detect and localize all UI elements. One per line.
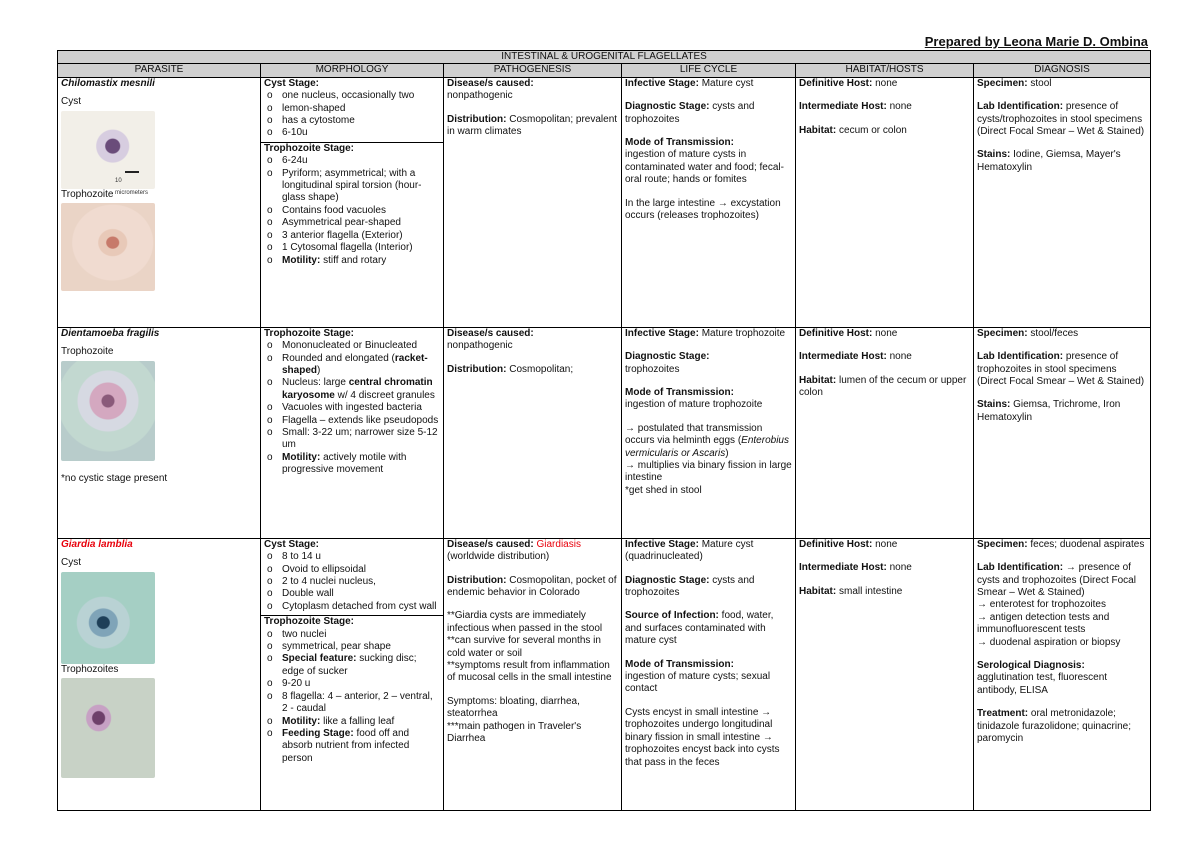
table-row [58, 538, 1151, 810]
distribution-text: Cosmopolitan; [506, 363, 574, 375]
life-cycle-cell [622, 538, 796, 810]
parasite-cell [58, 327, 261, 538]
intermediate-host-text: none [886, 562, 912, 574]
habitat-cell [796, 327, 974, 538]
cyst-label: Cyst [61, 557, 81, 569]
specimen-label: Specimen: [977, 77, 1028, 89]
specimen-text: stool/feces [1027, 327, 1079, 339]
list-item: o Pyriform; asymmetrical; with a longitudinal spiral torsion (hour-glass shape) [264, 168, 440, 205]
distribution-text: Cosmopolitan, pocket of endemic behavior in Colorado [447, 574, 617, 599]
diagnostic-stage-label: Diagnostic Stage: [625, 101, 710, 113]
habitat-cell [796, 538, 974, 810]
trophozoite-micrograph [61, 678, 155, 778]
cyst-morphology-list [264, 551, 440, 613]
lab-identification-label: Lab Identification: [977, 562, 1064, 574]
treatment-label: Treatment: [977, 708, 1029, 720]
habitat-label: Habitat: [799, 374, 837, 386]
trophozoite-label: Trophozoites [61, 663, 119, 675]
list-item: o one nucleus, occasionally two [264, 90, 440, 102]
specimen-label: Specimen: [977, 327, 1028, 339]
stains-text: Iodine, Giemsa, Mayer's Hematoxylin [977, 149, 1121, 173]
header-morphology: MORPHOLOGY [261, 64, 444, 77]
list-item: o 1 Cytosomal flagella (Interior) [264, 242, 440, 254]
list-item: o Ovoid to ellipsoidal [264, 564, 440, 576]
intermediate-host-label: Intermediate Host: [799, 101, 887, 113]
life-cycle-note: *get shed in stool [625, 484, 702, 496]
flagellates-table [57, 50, 1151, 811]
cyst-label: Cyst [61, 96, 81, 108]
diagnostic-stage-label: Diagnostic Stage: [625, 351, 710, 363]
disease-text: (worldwide distribution) [447, 551, 550, 563]
motility-label: Motility: [282, 254, 321, 266]
life-cycle-note: In the large intestine → excystation occurs (releases trophozoites) [625, 197, 781, 222]
lab-identification-text: → presence of cysts and trophozoites (Direct Focal Smear – Wet & Stained) [977, 562, 1136, 599]
specimen-text: stool [1027, 77, 1052, 89]
distribution-label: Distribution: [447, 113, 507, 125]
stains-text: Giemsa, Trichrome, Iron Hematoxylin [977, 399, 1121, 423]
table-row [58, 327, 1151, 538]
list-item [264, 452, 440, 477]
intermediate-host-label: Intermediate Host: [799, 351, 887, 363]
diagnostic-stage-text: cysts and trophozoites [625, 101, 755, 125]
motility-label: Motility: [282, 451, 321, 463]
habitat-label: Habitat: [799, 124, 837, 136]
no-cyst-note: *no cystic stage present [61, 472, 168, 484]
diagnostic-stage-text: trophozoites [625, 363, 680, 375]
diagnosis-cell [974, 77, 1151, 327]
disease-text: nonpathogenic [447, 90, 513, 102]
motility-text: actively motile with progressive movement [282, 451, 407, 476]
distribution-text: Cosmopolitan; prevalent in warm climates [447, 113, 618, 138]
trophozoite-morphology-list [264, 155, 440, 267]
list-item: o 8 flagella: 4 – anterior, 2 – ventral, 2 - caudal [264, 691, 440, 716]
list-item: o 6-10u [264, 127, 440, 139]
trophozoite-section [261, 142, 443, 267]
list-item: o Special feature: sucking disc; edge of sucker [264, 653, 440, 678]
lab-identification-label: Lab Identification: [977, 101, 1064, 113]
morphology-cell [261, 327, 444, 538]
transmission-label: Mode of Transmission: [625, 137, 734, 149]
source-of-infection-label: Source of Infection: [625, 610, 719, 622]
life-cycle-note: → postulated that transmission occurs via helminth eggs (Enterobius vermicularis or Ascaris) [625, 422, 789, 459]
habitat-label: Habitat: [799, 585, 837, 597]
list-item: o Cytoplasm detached from cyst wall [264, 601, 440, 613]
pathogenesis-note: ***main pathogen in Traveler's Diarrhea [447, 720, 582, 745]
trophozoite-stage-title: Trophozoite Stage: [264, 616, 354, 628]
trophozoite-micrograph [61, 361, 155, 461]
infective-stage-text: Mature cyst (quadrinucleated) [625, 538, 754, 563]
list-item [264, 255, 440, 267]
source-of-infection-text: food, water, and surfaces contaminated with mature cyst [625, 610, 774, 647]
header-pathogenesis: PATHOGENESIS [444, 64, 622, 77]
serological-label: Serological Diagnosis: [977, 660, 1085, 672]
lab-identification-text: presence of cysts/trophozoites in stool specimens (Direct Focal Smear – Wet & Stained) [977, 101, 1145, 138]
parasite-name: Giardia lamblia [61, 538, 133, 550]
specimen-label: Specimen: [977, 538, 1028, 550]
transmission-text: ingestion of mature cysts; sexual contact [625, 671, 771, 695]
infective-stage-label: Infective Stage: [625, 77, 699, 89]
diagnosis-cell [974, 538, 1151, 810]
list-item: o symmetrical, pear shape [264, 641, 440, 653]
cyst-micrograph [61, 572, 155, 664]
list-item: o Asymmetrical pear-shaped [264, 217, 440, 229]
list-item: o Rounded and elongated (racket-shaped) [264, 353, 440, 378]
parasite-cell [58, 538, 261, 810]
definitive-host-label: Definitive Host: [799, 538, 873, 550]
serological-text: agglutination test, fluorescent antibody, ELISA [977, 672, 1108, 696]
trophozoite-stage-title: Trophozoite Stage: [264, 327, 354, 339]
definitive-host-label: Definitive Host: [799, 77, 873, 89]
infective-stage-text: Mature trophozoite [698, 327, 786, 339]
intermediate-host-text: none [886, 351, 912, 363]
pathogenesis-note: **can survive for several months in cold water or soil [447, 635, 601, 659]
definitive-host-label: Definitive Host: [799, 327, 873, 339]
pathogenesis-note: **Giardia cysts are immediately infectious when passed in the stool [447, 610, 603, 634]
lab-identification-text: → duodenal aspiration or biopsy [977, 636, 1121, 648]
disease-label: Disease/s caused: [447, 327, 534, 339]
header-diagnosis: DIAGNOSIS [974, 64, 1151, 77]
cyst-morphology-list [264, 90, 440, 140]
parasite-cell [58, 77, 261, 327]
pathogenesis-cell [444, 77, 622, 327]
trophozoite-label: Trophozoite [61, 346, 114, 358]
life-cycle-cell [622, 77, 796, 327]
list-item: o Flagella – extends like pseudopods [264, 415, 440, 427]
trophozoite-morphology-list [264, 340, 440, 476]
distribution-label: Distribution: [447, 574, 507, 586]
table-row [58, 77, 1151, 327]
trophozoite-micrograph [61, 203, 155, 291]
header-habitat-hosts: HABITAT/HOSTS [796, 64, 974, 77]
diagnostic-stage-label: Diagnostic Stage: [625, 574, 710, 586]
list-item: o Small: 3-22 um; narrower size 5-12 um [264, 427, 440, 452]
header-parasite: PARASITE [58, 64, 261, 77]
stains-label: Stains: [977, 399, 1011, 411]
author-credit: Prepared by Leona Marie D. Ombina [924, 34, 1148, 49]
lab-identification-text: presence of trophozoites in stool specimens (Direct Focal Smear – Wet & Stained) [977, 351, 1145, 388]
disease-label: Disease/s caused: [447, 538, 534, 550]
list-item: o 8 to 14 u [264, 551, 440, 563]
specimen-text: feces; duodenal aspirates [1027, 538, 1145, 550]
trophozoite-stage-title: Trophozoite Stage: [264, 142, 354, 154]
list-item: o 2 to 4 nuclei nucleus, [264, 576, 440, 588]
disease-text: nonpathogenic [447, 340, 513, 352]
list-item: o Feeding Stage: food off and absorb nutrient from infected person [264, 728, 440, 765]
diagnosis-cell [974, 327, 1151, 538]
list-item: o Contains food vacuoles [264, 205, 440, 217]
list-item: o 9-20 u [264, 678, 440, 690]
trophozoite-section [261, 615, 443, 765]
list-item: o has a cytostome [264, 115, 440, 127]
scale-bar [125, 171, 139, 173]
lab-identification-text: → enterotest for trophozoites [977, 599, 1106, 611]
list-item: o lemon-shaped [264, 103, 440, 115]
diagnostic-stage-text: cysts and trophozoites [625, 574, 755, 599]
habitat-cell [796, 77, 974, 327]
transmission-label: Mode of Transmission: [625, 387, 734, 399]
stains-label: Stains: [977, 149, 1011, 161]
morphology-cell [261, 77, 444, 327]
disease-name: Giardiasis [533, 538, 581, 550]
infective-stage-text: Mature cyst [698, 77, 754, 89]
definitive-host-text: none [872, 327, 898, 339]
pathogenesis-cell [444, 538, 622, 810]
list-item: o Mononucleated or Binucleated [264, 340, 440, 352]
habitat-text: small intestine [836, 585, 903, 597]
pathogenesis-cell [444, 327, 622, 538]
cyst-stage-title: Cyst Stage: [264, 77, 320, 89]
infective-stage-label: Infective Stage: [625, 327, 699, 339]
list-item: o 3 anterior flagella (Exterior) [264, 230, 440, 242]
infective-stage-label: Infective Stage: [625, 538, 699, 550]
trophozoite-morphology-list [264, 629, 440, 765]
life-cycle-cell [622, 327, 796, 538]
header-life-cycle: LIFE CYCLE [622, 64, 796, 77]
transmission-text: ingestion of mature trophozoite [625, 399, 763, 411]
habitat-text: cecum or colon [836, 124, 907, 136]
definitive-host-text: none [872, 538, 898, 550]
lab-identification-text: → antigen detection tests and immunofluorescent tests [977, 611, 1110, 636]
list-item: o Motility: like a falling leaf [264, 716, 440, 728]
intermediate-host-text: none [886, 101, 912, 113]
transmission-text: ingestion of mature cysts in contaminated water and food; fecal-oral route; hands or fomites [625, 149, 784, 186]
cyst-stage-title: Cyst Stage: [264, 538, 320, 550]
lab-identification-label: Lab Identification: [977, 351, 1064, 363]
distribution-label: Distribution: [447, 363, 507, 375]
definitive-host-text: none [872, 77, 898, 89]
transmission-label: Mode of Transmission: [625, 658, 734, 670]
parasite-name: Chilomastix mesnili [61, 77, 155, 89]
habitat-text: lumen of the cecum or upper colon [799, 374, 967, 399]
treatment-text: oral metronidazole; tinidazole furazolidone; quinacrine; paromycin [977, 708, 1131, 745]
pathogenesis-note: **symptoms result from inflammation of mucosal cells in the small intestine [447, 660, 612, 684]
list-item: o Double wall [264, 588, 440, 600]
list-item: o Vacuoles with ingested bacteria [264, 402, 440, 414]
trophozoite-label: Trophozoite [61, 188, 114, 200]
intermediate-host-label: Intermediate Host: [799, 562, 887, 574]
parasite-name: Dientamoeba fragilis [61, 327, 160, 339]
list-item: o Nucleus: large central chromatin karyosome w/ 4 discreet granules [264, 377, 440, 402]
disease-label: Disease/s caused: [447, 77, 534, 89]
list-item: o two nuclei [264, 629, 440, 641]
scale-text: 10 micrometers [115, 177, 149, 197]
symptoms-text: Symptoms: bloating, diarrhea, steatorrhea [447, 695, 580, 720]
life-cycle-note: → multiplies via binary fission in large intestine [625, 460, 792, 484]
motility-text: stiff and rotary [320, 254, 387, 266]
morphology-cell [261, 538, 444, 810]
table-title: INTESTINAL & UROGENITAL FLAGELLATES [58, 51, 1151, 64]
life-cycle-note: Cysts encyst in small intestine → trophozoites undergo longitudinal binary fission in small intestine → trophozoites encyst back into cysts that pass in the feces [625, 706, 780, 768]
list-item: o 6-24u [264, 155, 440, 167]
